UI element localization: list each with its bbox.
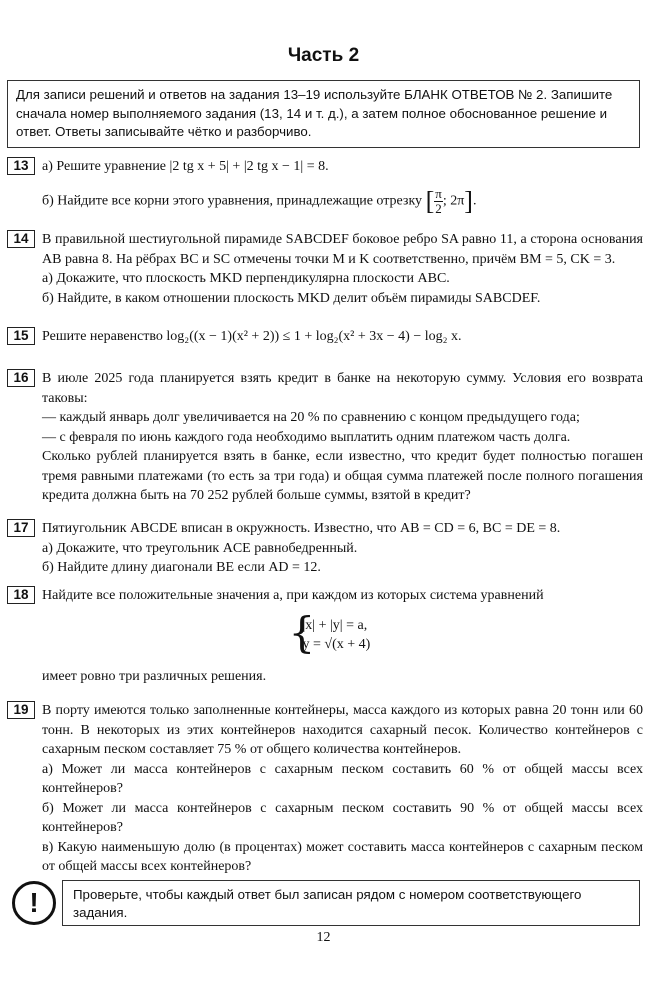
task-number: 19 bbox=[7, 701, 35, 719]
fraction: $\frac{\pi}{2}$ bbox=[435, 185, 442, 216]
system-equation-2: y = √(x + 4) bbox=[302, 637, 371, 652]
task-number: 13 bbox=[7, 157, 35, 175]
instructions-box: Для записи решений и ответов на задания 13–19 используйте БЛАНК ОТВЕТОВ № 2. Запишите сначала номер выполняемого задания (13, 14 и т. д.), а затем полное обоснованное решение и ответ. Ответы записывайте чётко и разборчиво. bbox=[7, 80, 640, 148]
task-number: 17 bbox=[7, 519, 35, 537]
task-text: В правильной шестиугольной пирамиде SABCDEF боковое ребро SA равно 11, а сторона основания AB равна 8. На рёбрах BC и SC отмечены точки M и K соответственно, причём BM = 5, CK = 3. bbox=[42, 232, 643, 267]
task-part-a: а) Может ли масса контейнеров с сахарным песком составить 60 % от общей массы всех контейнеров? bbox=[42, 761, 643, 796]
task-question: Сколько рублей планируется взять в банке, если известно, что кредит будет полностью погашен тремя равными платежами (то есть за три года) и общая сумма платежей после полного погашения кредита должна быть на 70 252 рублей больше суммы, взятой в кредит? bbox=[42, 449, 643, 503]
equation: |2 tg x + 5| + |2 tg x − 1| = 8 bbox=[169, 159, 326, 174]
page-title: Часть 2 bbox=[287, 45, 360, 66]
task-19 bbox=[7, 701, 643, 877]
task-part-a: а) Докажите, что плоскость MKD перпендикулярна плоскости ABC. bbox=[42, 271, 450, 286]
task-16 bbox=[7, 369, 643, 506]
page-number: 12 bbox=[316, 930, 331, 945]
task-part-a: а) Решите уравнение |2 tg x + 5| + |2 tg x − 1| = 8. bbox=[42, 159, 329, 174]
task-text: В июле 2025 года планируется взять кредит в банке на некоторую сумму. Условия его возврата таковы: bbox=[42, 371, 643, 406]
task-number: 16 bbox=[7, 369, 35, 387]
exclamation-icon: ! bbox=[12, 881, 56, 925]
task-part-b: б) Найдите все корни этого уравнения, принадлежащие отрезку [ $\frac{\pi}{2}$ ; 2π]. bbox=[42, 185, 477, 216]
task-text: В порту имеются только заполненные контейнеры, масса каждого из которых равна 20 тонн или 60 тонн. В некоторых из этих контейнеров находится сахарный песок. Количество контейнеров с сахарным песком составляет 75 % от общего количества контейнеров. bbox=[42, 703, 643, 757]
task-13 bbox=[7, 157, 643, 216]
task-14 bbox=[7, 230, 643, 308]
condition-1: — каждый январь долг увеличивается на 20 % по сравнению с концом предыдущего года; bbox=[42, 410, 580, 425]
task-part-b: б) Может ли масса контейнеров с сахарным песком составить 90 % от общей массы всех контейнеров? bbox=[42, 800, 643, 835]
inequality: log₂((x − 1)(x² + 2)) ≤ 1 + log₂(x² + 3x − 4) − log₂ x bbox=[166, 329, 458, 344]
reminder-note: Проверьте, чтобы каждый ответ был записан рядом с номером соответствующего задания. bbox=[62, 880, 640, 926]
equation-system: { |x| + |y| = a, y = √(x + 4) bbox=[293, 616, 393, 655]
task-part-c: в) Какую наименьшую долю (в процентах) может составить масса контейнеров с сахарным песком от общей массы всех контейнеров? bbox=[42, 839, 643, 874]
task-18 bbox=[7, 586, 643, 686]
task-number: 14 bbox=[7, 230, 35, 248]
task-text-end: имеет ровно три различных решения. bbox=[42, 668, 267, 684]
task-text: Пятиугольник ABCDE вписан в окружность. Известно, что AB = CD = 6, BC = DE = 8. bbox=[42, 521, 561, 536]
system-equation-1: |x| + |y| = a, bbox=[302, 617, 368, 633]
task-part-b: б) Найдите длину диагонали BE если AD = 12. bbox=[42, 560, 321, 575]
task-15 bbox=[7, 327, 643, 347]
condition-2: — с февраля по июнь каждого года необходимо выплатить одним платежом часть долга. bbox=[42, 429, 571, 445]
task-17 bbox=[7, 519, 643, 578]
task-text: Решите неравенство log₂((x − 1)(x² + 2)) ≤ 1 + log₂(x² + 3x − 4) − log₂ x. bbox=[42, 329, 462, 344]
task-number: 15 bbox=[7, 327, 35, 345]
task-number: 18 bbox=[7, 586, 35, 604]
task-part-b: б) Найдите, в каком отношении плоскость MKD делит объём пирамиды SABCDEF. bbox=[42, 290, 541, 306]
task-part-a: а) Докажите, что треугольник ACE равнобедренный. bbox=[42, 540, 358, 556]
task-text: Найдите все положительные значения a, при каждом из которых система уравнений bbox=[42, 588, 544, 603]
